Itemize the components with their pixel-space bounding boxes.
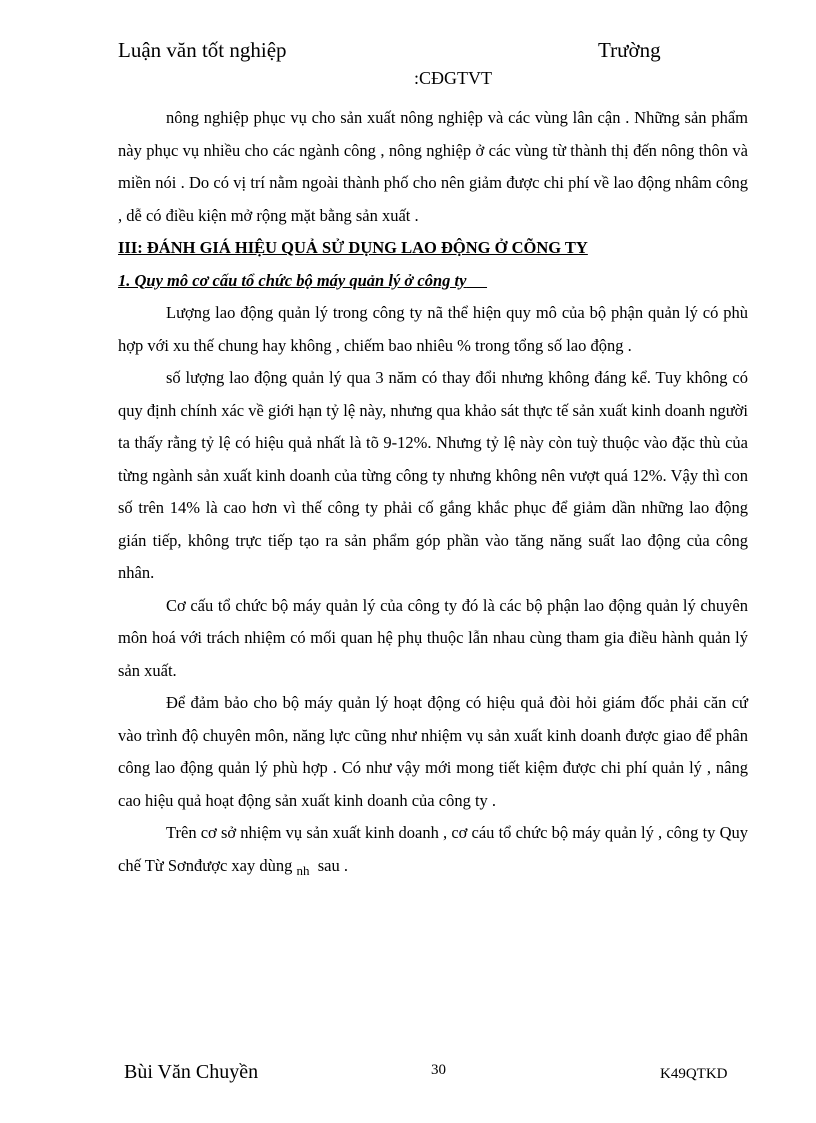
paragraph-3: Cơ cấu tổ chức bộ máy quản lý của công ty đó là các bộ phận lao động quản lý chuyên môn hoá với trách nhiệm có mối quan hệ phụ thuộc lẫn nhau cùng tham gia điều hành quản lý sản xuất. xyxy=(118,595,748,680)
paragraph-5-text: Trên cơ sở nhiệm vụ sản xuất kinh doanh , cơ cáu tổ chức bộ máy quản lý , công ty Quy chế Từ Sơnđược xay dùng xyxy=(118,823,748,875)
section-heading-text: III: ĐÁNH GIÁ HIỆU QUẢ SỬ DỤNG LAO ĐỘNG Ở CÕNG TY xyxy=(118,238,588,257)
section-heading xyxy=(118,232,748,265)
paragraph-4: Để đảm bảo cho bộ máy quản lý hoạt động có hiệu quả đòi hỏi giám đốc phải căn cứ vào trình độ chuyên môn, năng lực cũng như nhiệm vụ sản xuất kinh doanh được giao để phân công lao động quản lý phù hợp . Có như vậy mới mong tiết kiệm được chi phí quản lý , nâng cao hiệu quả hoạt động sản xuất kinh doanh của công ty . xyxy=(118,693,748,810)
paragraph-intro: nông nghiệp phục vụ cho sản xuất nông nghiệp và các vùng lân cận . Những sản phẩm này phục vụ nhiều cho các ngành công , nông nghiệp ở các vùng từ thành thị đến nông thôn và miền nói . Do có vị trí nằm ngoài thành phố cho nên giảm được chi phí về lao động nhâm công , dễ có điều kiện mở rộng mặt bằng sản xuất . xyxy=(118,108,748,225)
footer-author: Bùi Văn Chuyền xyxy=(124,1061,259,1083)
footer-class-code: K49QTKD xyxy=(660,1066,728,1082)
page-number: 30 xyxy=(431,1062,446,1078)
header-title: Luận văn tốt nghiệp xyxy=(118,38,287,62)
subsection-heading xyxy=(118,265,748,298)
header-school: Trường xyxy=(598,38,661,62)
subsection-heading-text: 1. Quy mô cơ cấu tổ chức bộ máy quản lý ở công ty xyxy=(118,270,467,290)
header-school-name: :CĐGTVT xyxy=(414,68,492,88)
paragraph-5-end: sau . xyxy=(317,855,348,875)
document-body xyxy=(118,102,748,883)
paragraph-1: Lượng lao động quản lý trong công ty nã thể hiện quy mô của bộ phận quản lý có phù hợp với xu thế chung hay không , chiếm bao nhiêu % trong tổng số lao động . xyxy=(118,303,748,355)
paragraph-5-subscript: nh xyxy=(296,862,310,878)
paragraph-5 xyxy=(118,817,748,883)
paragraph-2: số lượng lao động quản lý qua 3 năm có thay đổi nhưng không đáng kể. Tuy không có quy định chính xác về giới hạn tỷ lệ này, nhưng qua khảo sát thực tế sản xuất kinh doanh người ta thấy rằng tỷ lệ có hiệu quả nhất là tõ 9-12%. Nhưng tỷ lệ này còn tuỳ thuộc vào đặc thù của từng ngành sản xuất kinh doanh của từng công ty nhưng không nên vượt quá 12%. Vậy thì con số trên 14% là cao hơn vì thế công ty phải cố gắng khắc phục để giảm dần những lao động gián tiếp, không trực tiếp tạo ra sản phẩm góp phần vào tăng năng suất lao động của công nhân. xyxy=(118,368,748,582)
